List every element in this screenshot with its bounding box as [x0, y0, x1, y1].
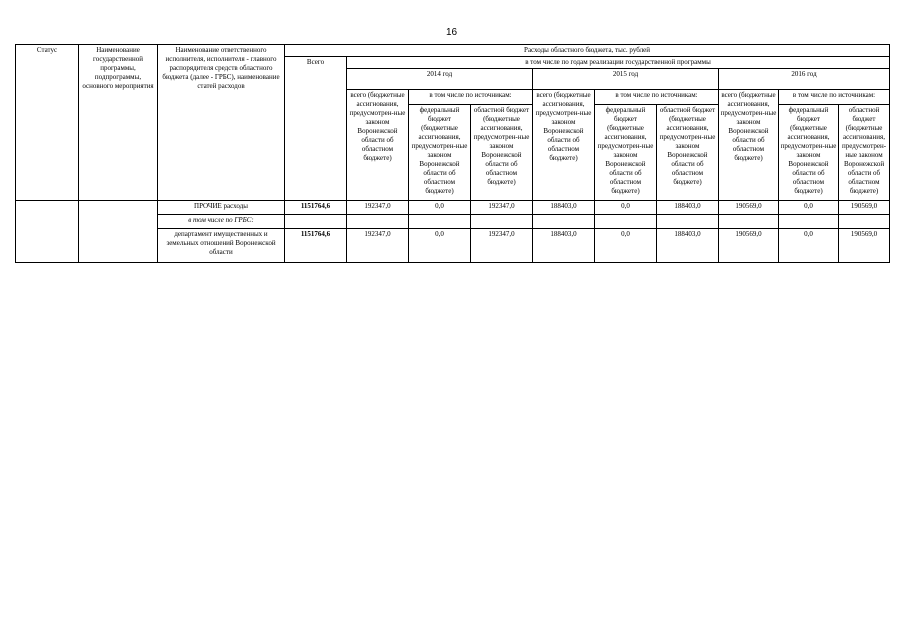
row-label: департамент имущественных и земельных отношений Воронежской области	[158, 229, 285, 263]
row-total: 1151764,6	[285, 229, 347, 263]
header-total: Всего	[285, 57, 347, 201]
row-total: 1151764,6	[285, 201, 347, 215]
value-cell: 192347,0	[347, 201, 409, 215]
value-cell: 190569,0	[719, 201, 779, 215]
header-status: Статус	[16, 45, 79, 201]
value-cell: 188403,0	[533, 201, 595, 215]
header-expenses-title: Расходы областного бюджета, тыс. рублей	[285, 45, 890, 57]
empty-cell	[409, 215, 471, 229]
budget-table	[15, 44, 890, 263]
row-label: ПРОЧИЕ расходы	[158, 201, 285, 215]
empty-cell	[471, 215, 533, 229]
header-program-name: Наименование государственной программы, подпрограммы, основного мероприятия	[79, 45, 158, 201]
header-2016-regional: областной бюджет (бюджетные ассигнования, предусмотрен-ные законом Воронежской области об областном бюджете)	[839, 105, 890, 201]
header-2015-federal: федеральный бюджет (бюджетные ассигнования, предусмотрен-ные законом Воронежской области об областном бюджете)	[595, 105, 657, 201]
empty-cell	[347, 215, 409, 229]
value-cell: 0,0	[409, 229, 471, 263]
header-year-2016: 2016 год	[719, 69, 890, 90]
value-cell: 190569,0	[719, 229, 779, 263]
value-cell: 190569,0	[839, 229, 890, 263]
header-executor-name: Наименование ответственного исполнителя, исполнителя - главного распорядителя средств областного бюджета (далее - ГРБС), наименование статей расходов	[158, 45, 285, 201]
header-2016-by-sources: в том числе по источникам:	[779, 90, 890, 105]
value-cell: 0,0	[779, 201, 839, 215]
empty-cell	[533, 215, 595, 229]
value-cell: 190569,0	[839, 201, 890, 215]
header-2016-federal: федеральный бюджет (бюджетные ассигнования, предусмотрен-ные законом Воронежской области об областном бюджете)	[779, 105, 839, 201]
page-number: 16	[446, 27, 458, 38]
value-cell: 192347,0	[471, 229, 533, 263]
empty-cell	[719, 215, 779, 229]
empty-cell	[779, 215, 839, 229]
empty-cell	[657, 215, 719, 229]
header-2015-by-sources: в том числе по источникам:	[595, 90, 719, 105]
table-row	[16, 201, 890, 215]
value-cell: 188403,0	[657, 229, 719, 263]
empty-cell	[285, 215, 347, 229]
value-cell: 188403,0	[533, 229, 595, 263]
header-2014-federal: федеральный бюджет (бюджетные ассигнования, предусмотрен-ные законом Воронежской области об областном бюджете)	[409, 105, 471, 201]
empty-cell	[595, 215, 657, 229]
value-cell: 0,0	[595, 229, 657, 263]
header-by-years: в том числе по годам реализации государственной программы	[347, 57, 890, 69]
header-2014-total: всего (бюджетные ассигнования, предусмотрен-ные законом Воронежской области об областном бюджете)	[347, 90, 409, 201]
value-cell: 0,0	[409, 201, 471, 215]
header-year-2015: 2015 год	[533, 69, 719, 90]
value-cell: 188403,0	[657, 201, 719, 215]
header-year-2014: 2014 год	[347, 69, 533, 90]
header-2015-regional: областной бюджет (бюджетные ассигнования, предусмотрен-ные законом Воронежской области об областном бюджете)	[657, 105, 719, 201]
header-2016-total: всего (бюджетные ассигнования, предусмотрен-ные законом Воронежской области об областном бюджете)	[719, 90, 779, 201]
header-2014-regional: областной бюджет (бюджетные ассигнования, предусмотрен-ные законом Воронежской области об областном бюджете)	[471, 105, 533, 201]
row-label: в том числе по ГРБС:	[158, 215, 285, 229]
value-cell: 192347,0	[347, 229, 409, 263]
empty-cell	[839, 215, 890, 229]
status-cell	[16, 201, 79, 263]
header-2014-by-sources: в том числе по источникам:	[409, 90, 533, 105]
program-name-cell	[79, 201, 158, 263]
value-cell: 0,0	[595, 201, 657, 215]
value-cell: 0,0	[779, 229, 839, 263]
value-cell: 192347,0	[471, 201, 533, 215]
header-2015-total: всего (бюджетные ассигнования, предусмотрен-ные законом Воронежской области об областном бюджете)	[533, 90, 595, 201]
